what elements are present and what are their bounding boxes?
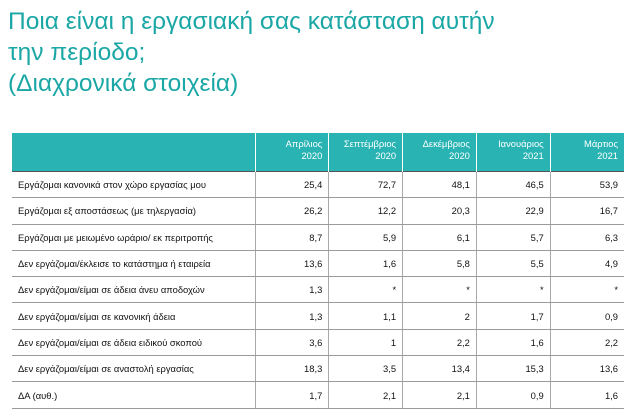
table-cell: 8,7 — [255, 224, 329, 250]
table-cell: 6,1 — [403, 224, 477, 250]
table-cell: 0,9 — [550, 303, 624, 329]
table-row — [12, 303, 624, 329]
table-cell: 5,5 — [476, 250, 550, 276]
row-label: Εργάζομαι εξ αποστάσεως (με τηλεργασία) — [12, 198, 255, 224]
table-cell: 1,7 — [476, 303, 550, 329]
page-title — [8, 6, 628, 99]
table-cell: 20,3 — [403, 198, 477, 224]
title-line-1: Ποια είναι η εργασιακή σας κατάσταση αυτήν — [8, 8, 495, 35]
row-label: Δεν εργάζομαι/είμαι σε κανονική άδεια — [12, 303, 255, 329]
table-cell: 48,1 — [403, 172, 477, 198]
table-cell: 13,6 — [255, 250, 329, 276]
table-cell: 6,3 — [550, 224, 624, 250]
table-cell: 5,9 — [329, 224, 403, 250]
table-cell: 25,4 — [255, 172, 329, 198]
table-cell: 1,3 — [255, 277, 329, 303]
table-cell: * — [476, 277, 550, 303]
table-cell: 2 — [403, 303, 477, 329]
table-cell: 18,3 — [255, 356, 329, 382]
title-line-2: την περίοδο; — [8, 39, 146, 66]
table-cell: 0,9 — [476, 382, 550, 408]
column-header-year: 2020 — [301, 150, 323, 161]
row-label: Δεν εργάζομαι/έκλεισε το κατάστημα ή εταιρεία — [12, 250, 255, 276]
column-header-month: Ιανουάριος — [498, 138, 544, 149]
table-cell: 46,5 — [476, 172, 550, 198]
table-cell: 2,1 — [403, 382, 477, 408]
table-cell: 2,2 — [403, 329, 477, 355]
table-cell: 1,6 — [329, 250, 403, 276]
table-row — [12, 224, 624, 250]
table-cell: 4,9 — [550, 250, 624, 276]
column-header — [255, 133, 329, 172]
table-row — [12, 329, 624, 355]
table-row — [12, 198, 624, 224]
employment-status-table — [12, 133, 624, 409]
table-row — [12, 356, 624, 382]
table-cell: 22,9 — [476, 198, 550, 224]
table-cell: 3,5 — [329, 356, 403, 382]
table-cell: 15,3 — [476, 356, 550, 382]
column-header-month: Σεπτέμβριος — [343, 138, 397, 149]
table-cell: 2,1 — [329, 382, 403, 408]
column-header-month: Απρίλιος — [285, 138, 323, 149]
table-row — [12, 250, 624, 276]
table-cell: 26,2 — [255, 198, 329, 224]
row-label: Εργάζομαι κανονικά στον χώρο εργασίας μου — [12, 172, 255, 198]
column-header — [329, 133, 403, 172]
row-label: Δεν εργάζομαι/είμαι σε αναστολή εργασίας — [12, 356, 255, 382]
column-header — [403, 133, 477, 172]
table-cell: 2,2 — [550, 329, 624, 355]
row-label: Δεν εργάζομαι/είμαι σε άδεια ειδικού σκοπού — [12, 329, 255, 355]
table-cell: * — [329, 277, 403, 303]
table-cell: * — [403, 277, 477, 303]
table-cell: 1,1 — [329, 303, 403, 329]
column-header-year: 2020 — [375, 150, 397, 161]
table-cell: 1,3 — [255, 303, 329, 329]
column-header — [550, 133, 624, 172]
table-cell: 1,6 — [476, 329, 550, 355]
column-header — [476, 133, 550, 172]
table-row — [12, 172, 624, 198]
table-cell: 5,7 — [476, 224, 550, 250]
table-row — [12, 382, 624, 408]
table-cell: 1 — [329, 329, 403, 355]
table-cell: 5,8 — [403, 250, 477, 276]
row-label: ΔΑ (αυθ.) — [12, 382, 255, 408]
header-corner-cell — [12, 133, 255, 172]
title-line-3: (Διαχρονικά στοιχεία) — [8, 70, 239, 97]
column-header-year: 2021 — [597, 150, 618, 161]
column-header-year: 2020 — [449, 150, 470, 161]
row-label: Εργάζομαι με μειωμένο ωράριο/ εκ περιτροπής — [12, 224, 255, 250]
table-row — [12, 277, 624, 303]
table-cell: 16,7 — [550, 198, 624, 224]
table-cell: 13,6 — [550, 356, 624, 382]
column-header-month: Μάρτιος — [584, 138, 618, 149]
table-cell: 1,6 — [550, 382, 624, 408]
table-cell: 72,7 — [329, 172, 403, 198]
table-cell: 3,6 — [255, 329, 329, 355]
table-cell: 53,9 — [550, 172, 624, 198]
column-header-month: Δεκέμβριος — [422, 138, 470, 149]
table-cell: 12,2 — [329, 198, 403, 224]
row-label: Δεν εργάζομαι/είμαι σε άδεια άνευ αποδοχών — [12, 277, 255, 303]
table-header-row — [12, 133, 624, 172]
table-cell: 1,7 — [255, 382, 329, 408]
table-cell: 13,4 — [403, 356, 477, 382]
table-cell: * — [550, 277, 624, 303]
column-header-year: 2021 — [522, 150, 544, 161]
